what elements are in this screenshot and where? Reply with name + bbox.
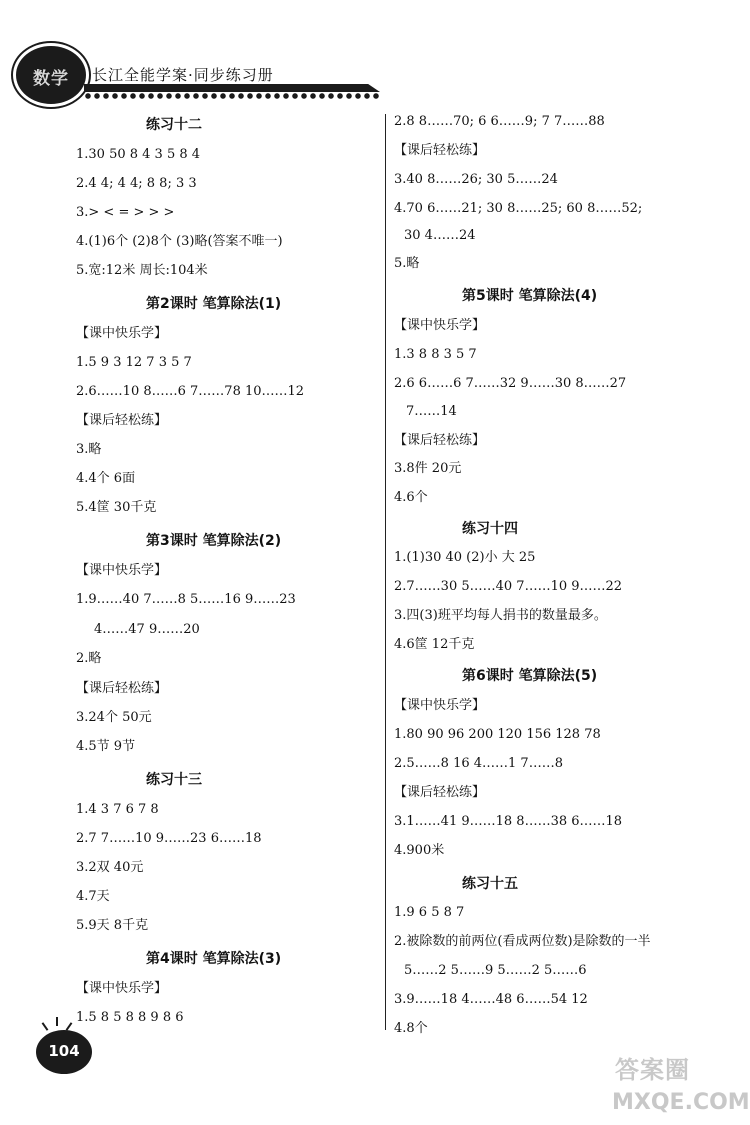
answer-line: 1.4 3 7 6 7 8 (76, 802, 159, 817)
subject-logo-text: 数学 (33, 69, 69, 89)
answer-line: 1.5 9 3 12 7 3 5 7 (76, 355, 192, 370)
lesson-title: 第2课时 笔算除法(1) (146, 296, 282, 312)
answer-line: 3.四(3)班平均每人捐书的数量最多。 (394, 608, 607, 623)
section-label: 【课后轻松练】 (394, 785, 486, 800)
book-title: 长江全能学案·同步练习册 (92, 66, 274, 84)
header-rule (84, 84, 380, 92)
answer-line: 5.9天 8千克 (76, 918, 149, 933)
answer-line: 3.24个 50元 (76, 710, 152, 725)
answer-line: 4……47 9……20 (94, 622, 200, 637)
answer-line: 4.5节 9节 (76, 739, 136, 754)
lesson-title: 练习十五 (462, 876, 518, 892)
lesson-title: 练习十四 (462, 521, 518, 537)
header-scallop (84, 93, 380, 99)
section-label: 【课后轻松练】 (394, 143, 486, 158)
lesson-title: 第3课时 笔算除法(2) (146, 533, 282, 549)
answer-line: 4.6筐 12千克 (394, 637, 475, 652)
answer-line: 30 4……24 (404, 228, 476, 243)
lesson-title: 练习十二 (146, 117, 202, 133)
answer-line: 4.900米 (394, 843, 445, 858)
page-header (14, 44, 386, 104)
answer-line: 3.1……41 9……18 8……38 6……18 (394, 814, 623, 829)
answer-line: 1.9 6 5 8 7 (394, 905, 465, 920)
answer-line: 3.40 8……26; 30 5……24 (394, 172, 558, 187)
answer-line: 5.4筐 30千克 (76, 500, 157, 515)
answer-line: 5……2 5……9 5……2 5……6 (404, 963, 587, 978)
answer-line: 2.5……8 16 4……1 7……8 (394, 756, 563, 771)
page-number: 104 (48, 1042, 80, 1060)
answer-line: 1.5 8 5 8 8 9 8 6 (76, 1010, 184, 1025)
lesson-title: 第4课时 笔算除法(3) (146, 951, 282, 967)
subject-logo (16, 46, 86, 104)
answer-line: 3.略 (76, 442, 102, 457)
answer-line: 3.9……18 4……48 6……54 12 (394, 992, 588, 1007)
answer-line: 5.宽:12米 周长:104米 (76, 263, 208, 278)
column-divider (385, 114, 386, 1030)
section-label: 【课中快乐学】 (394, 698, 486, 713)
badge-ray (42, 1022, 49, 1031)
answer-line: 2.7……30 5……40 7……10 9……22 (394, 579, 623, 594)
answer-line: 4.7天 (76, 889, 110, 904)
answer-line: 2.4 4; 4 4; 8 8; 3 3 (76, 176, 197, 191)
page-number-badge (30, 1020, 102, 1076)
section-label: 【课中快乐学】 (76, 326, 168, 341)
answer-line: 1.(1)30 40 (2)小 大 25 (394, 550, 536, 565)
answer-line: 3.8件 20元 (394, 461, 462, 476)
answer-line: 1.9……40 7……8 5……16 9……23 (76, 592, 296, 607)
answer-line: 4.70 6……21; 30 8……25; 60 8……52; (394, 201, 643, 216)
answer-line: 7……14 (406, 404, 457, 419)
answer-line: 4.(1)6个 (2)8个 (3)略(答案不唯一) (76, 234, 283, 249)
answer-line: 5.略 (394, 256, 420, 271)
answer-line: 2.6……10 8……6 7……78 10……12 (76, 384, 305, 399)
answer-line: 2.被除数的前两位(看成两位数)是除数的一半 (394, 934, 651, 949)
answer-line: 2.8 8……70; 6 6……9; 7 7……88 (394, 114, 605, 129)
section-label: 【课后轻松练】 (394, 433, 486, 448)
section-label: 【课中快乐学】 (76, 563, 168, 578)
section-label: 【课后轻松练】 (76, 413, 168, 428)
section-label: 【课中快乐学】 (76, 981, 168, 996)
lesson-title: 练习十三 (146, 772, 202, 788)
answer-line: 4.8个 (394, 1021, 428, 1036)
answer-line: 4.4个 6面 (76, 471, 136, 486)
answer-line: 1.3 8 8 3 5 7 (394, 347, 477, 362)
section-label: 【课中快乐学】 (394, 318, 486, 333)
answer-line: 3.2双 40元 (76, 860, 144, 875)
answer-line: 1.80 90 96 200 120 156 128 78 (394, 727, 601, 742)
answer-line: 4.6个 (394, 490, 428, 505)
lesson-title: 第6课时 笔算除法(5) (462, 668, 598, 684)
section-label: 【课后轻松练】 (76, 681, 168, 696)
answer-line: 1.30 50 8 4 3 5 8 4 (76, 147, 201, 162)
answer-line: 2.6 6……6 7……32 9……30 8……27 (394, 376, 627, 391)
watermark-url: MXQE.COM (612, 1090, 750, 1115)
answer-line: 2.略 (76, 651, 102, 666)
badge-ray (56, 1017, 58, 1026)
answer-line: 2.7 7……10 9……23 6……18 (76, 831, 262, 846)
lesson-title: 第5课时 笔算除法(4) (462, 288, 598, 304)
watermark-logo: 答案圈 (615, 1056, 690, 1084)
answer-line: 3.> < = > > > (76, 205, 175, 220)
